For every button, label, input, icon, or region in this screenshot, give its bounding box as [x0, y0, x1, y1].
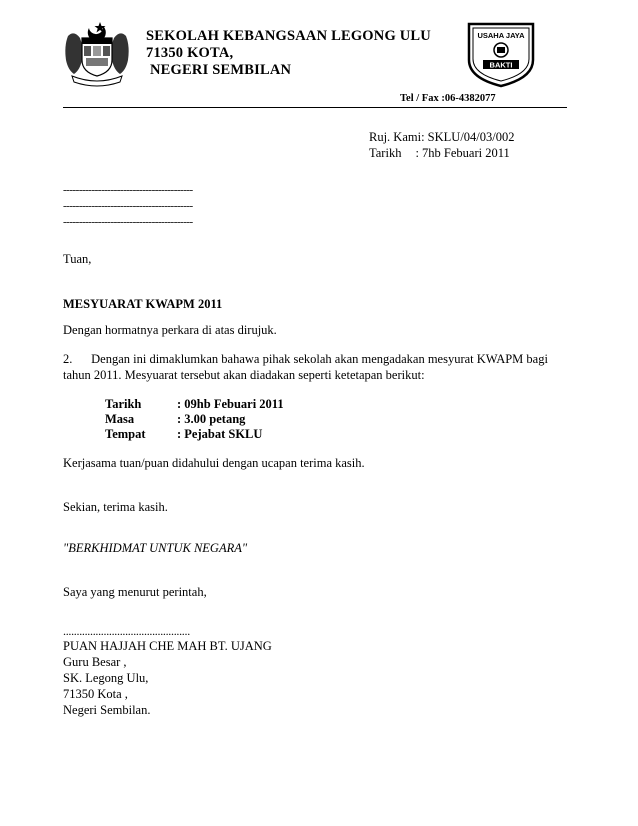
- meeting-place-value: : Pejabat SKLU: [177, 427, 263, 441]
- date-value: : 7hb Febuari 2011: [415, 146, 510, 160]
- letterhead-divider: [63, 107, 567, 108]
- recipient-line-2: -----------------------------------------: [63, 200, 193, 212]
- recipient-line-1: -----------------------------------------: [63, 184, 193, 196]
- recipient-line-3: -----------------------------------------: [63, 216, 193, 228]
- letter-date: [369, 146, 510, 161]
- signoff: Saya yang menurut perintah,: [63, 585, 207, 599]
- meeting-time-value: : 3.00 petang: [177, 412, 246, 426]
- school-logo-text-top: USAHA JAYA: [477, 31, 525, 40]
- paragraph-1: Dengan hormatnya perkara di atas dirujuk.: [63, 323, 277, 337]
- motto: "BERKHIDMAT UNTUK NEGARA": [63, 541, 248, 555]
- meeting-date-label: Tarikh: [105, 397, 142, 411]
- salutation: Tuan,: [63, 252, 92, 266]
- reference-number: Ruj. Kami: SKLU/04/03/002: [369, 130, 515, 144]
- school-logo-text-bottom: BAKTI: [489, 60, 513, 70]
- subject: MESYUARAT KWAPM 2011: [63, 297, 223, 311]
- signatory-school: SK. Legong Ulu,: [63, 671, 149, 685]
- meeting-time-label: Masa: [105, 412, 135, 426]
- signatory-name: PUAN HAJJAH CHE MAH BT. UJANG: [63, 639, 272, 653]
- date-label: Tarikh: [369, 146, 402, 160]
- signatory-postcode: 71350 Kota ,: [63, 687, 128, 701]
- malaysia-coat-of-arms-icon: [62, 18, 132, 88]
- cooperation-note: Kerjasama tuan/puan didahului dengan ucapan terima kasih.: [63, 456, 365, 470]
- school-name: SEKOLAH KEBANGSAAN LEGONG ULU: [146, 28, 431, 44]
- signature-line: ...............................................: [63, 624, 190, 638]
- meeting-place-label: Tempat: [105, 427, 146, 441]
- closing: Sekian, terima kasih.: [63, 500, 168, 514]
- meeting-date-value: : 09hb Febuari 2011: [177, 397, 284, 411]
- signatory-title: Guru Besar ,: [63, 655, 127, 669]
- school-state: NEGERI SEMBILAN: [150, 62, 292, 78]
- school-postcode-city: 71350 KOTA,: [146, 45, 234, 61]
- signatory-state: Negeri Sembilan.: [63, 703, 151, 717]
- school-badge-icon: [463, 18, 539, 88]
- tel-fax: Tel / Fax :06-4382077: [400, 93, 496, 104]
- paragraph-2-line-2: tahun 2011. Mesyuarat tersebut akan diadakan seperti ketetapan berikut:: [63, 368, 425, 382]
- paragraph-2-line-1: 2. Dengan ini dimaklumkan bahawa pihak sekolah akan mengadakan mesyurat KWAPM bagi: [63, 352, 548, 366]
